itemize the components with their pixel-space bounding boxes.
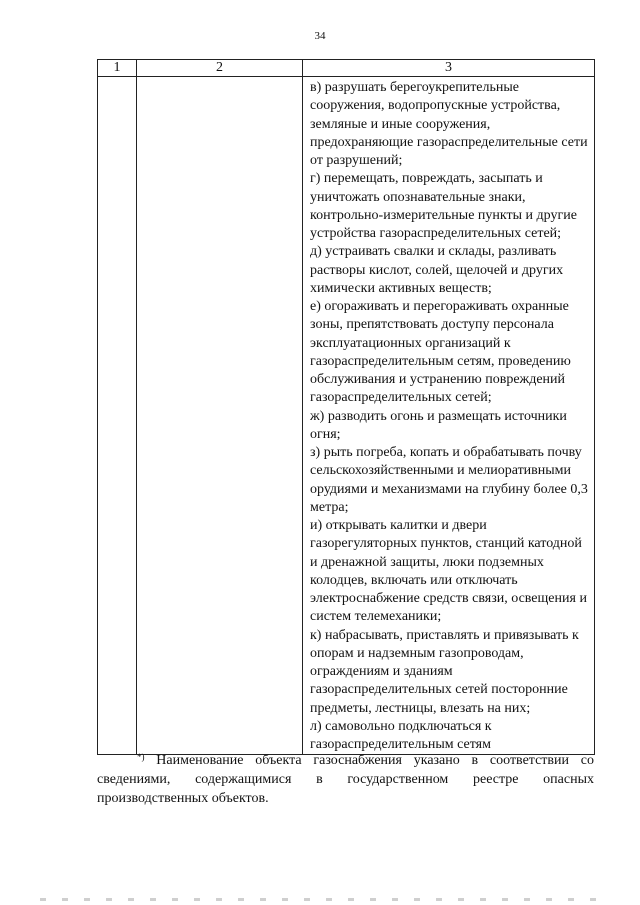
list-item-zh: ж) разводить огонь и размещать источники огня; xyxy=(310,408,567,442)
list-item-l: л) самовольно подключаться к газораспределительным сетям xyxy=(310,718,492,752)
footnote-text: Наименование объекта газоснабжения указано в соответствии со сведениями, содержащимися в государственном реестре опасных производственных объектов. xyxy=(97,753,594,806)
footnote-marker: *) xyxy=(137,752,145,762)
data-table xyxy=(97,59,595,755)
scan-artifact-divider xyxy=(40,898,600,901)
page-number: 34 xyxy=(314,30,326,42)
column-header-3: 3 xyxy=(303,60,595,77)
table-cell-column-2 xyxy=(137,77,303,755)
table-row xyxy=(98,77,595,755)
list-item-g: г) перемещать, повреждать, засыпать и уничтожать опознавательные знаки, контрольно-измерительные пункты и другие устройства газораспределительных сетей; xyxy=(310,171,577,241)
list-item-z: з) рыть погреба, копать и обрабатывать почву сельскохозяйственными и мелиоративными орудиями и механизмами на глубину более 0,3 метра; xyxy=(310,445,588,515)
column-header-1: 1 xyxy=(98,60,137,77)
list-item-i: и) открывать калитки и двери газорегуляторных пунктов, станций катодной и дренажной защиты, люки подземных колодцев, включать или отключать электроснабжение средств связи, освещения и систем телемеханики; xyxy=(310,518,587,625)
column-header-2: 2 xyxy=(137,60,303,77)
list-item-k: к) набрасывать, приставлять и привязывать к опорам и надземным газопроводам, ограждениям и зданиям газораспределительных сетей посторонние предметы, лестницы, влезать на них; xyxy=(310,627,579,716)
table-cell-column-1 xyxy=(98,77,137,755)
footnote xyxy=(97,748,594,808)
list-item-d: д) устраивать свалки и склады, разливать растворы кислот, солей, щелочей и других химически активных веществ; xyxy=(310,244,564,296)
list-item-v: в) разрушать берегоукрепительные сооружения, водопропускные устройства, земляные и иные сооружения, предохраняющие газораспределительные сети от разрушений; xyxy=(310,80,588,168)
list-item-e: е) огораживать и перегораживать охранные зоны, препятствовать доступу персонала эксплуатационных организаций к газораспределительным сетям, проведению обслуживания и устранению повреждений газораспределительных сетей; xyxy=(310,299,571,406)
table-header-row xyxy=(98,60,595,77)
table-cell-column-3 xyxy=(303,77,595,755)
